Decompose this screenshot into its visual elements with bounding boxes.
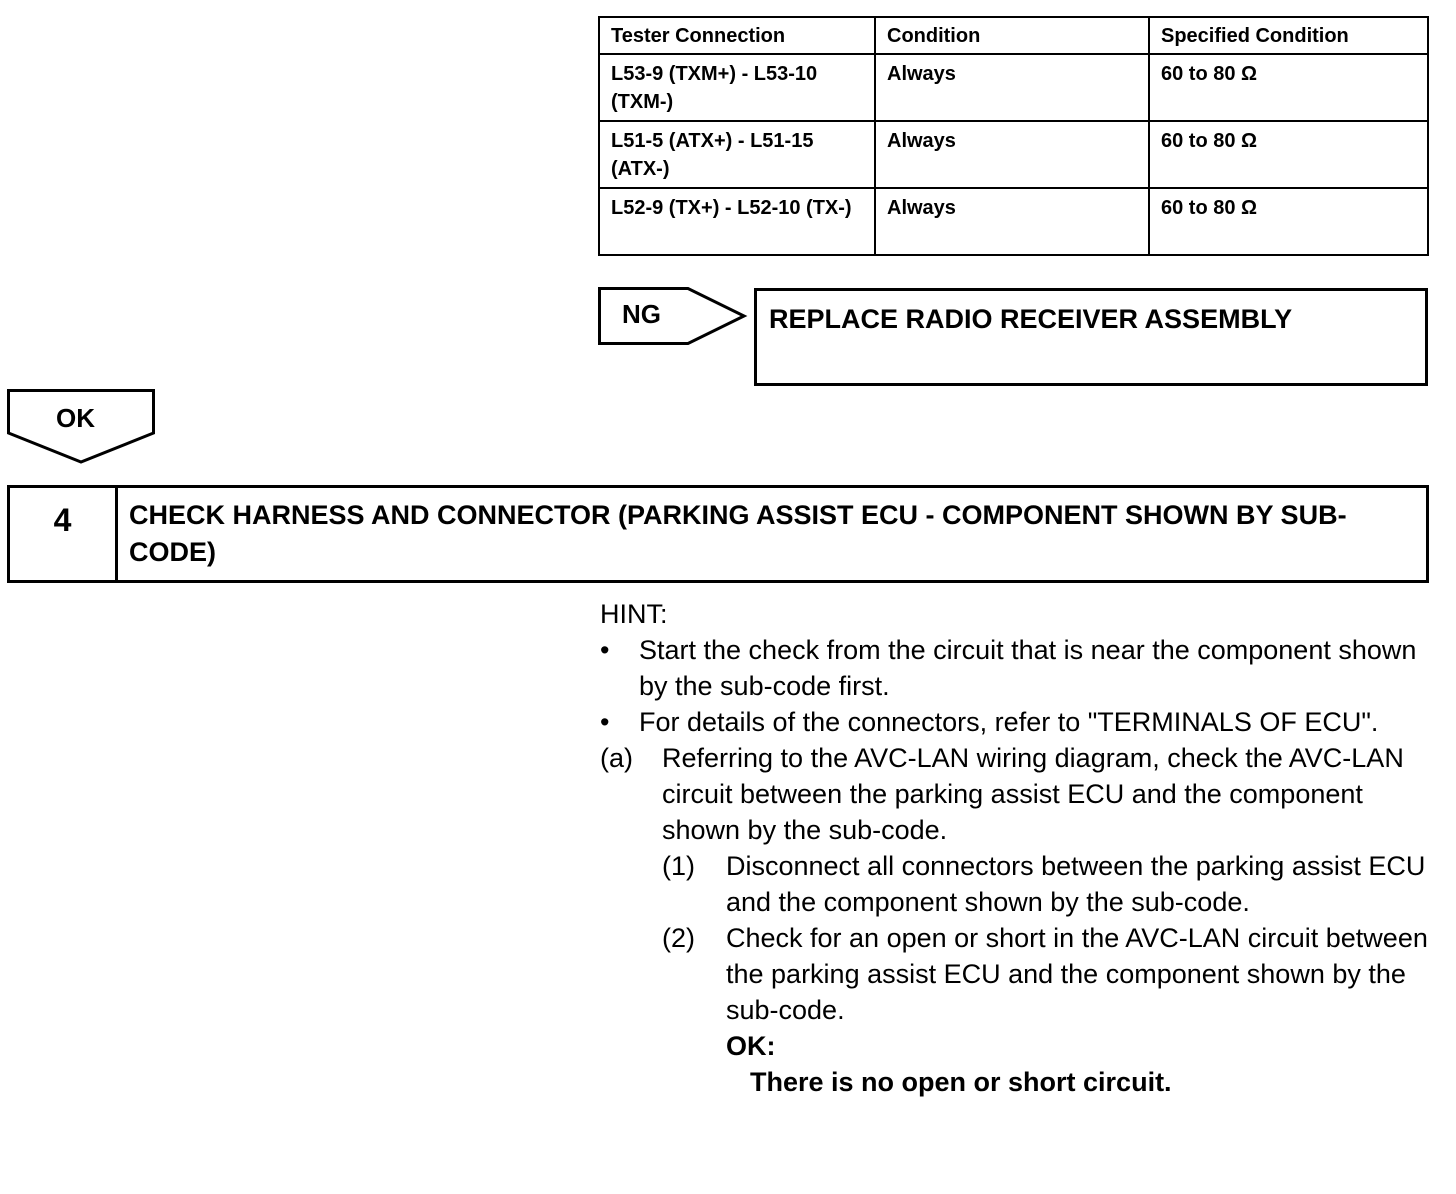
cell-condition: Always bbox=[875, 188, 1149, 255]
cell-condition: Always bbox=[875, 54, 1149, 121]
table-row bbox=[599, 188, 1428, 255]
table-row bbox=[599, 54, 1428, 121]
ok-criteria-text: There is no open or short circuit. bbox=[750, 1067, 1172, 1097]
hint-label: HINT: bbox=[600, 599, 668, 629]
procedure-sub-text: Disconnect all connectors between the parking assist ECU and the component shown by the sub-code. bbox=[726, 851, 1426, 917]
header-condition: Condition bbox=[875, 17, 1149, 54]
tester-table bbox=[598, 16, 1429, 256]
procedure-sub-marker: (1) bbox=[662, 851, 695, 881]
cell-specified: 60 to 80 Ω bbox=[1149, 54, 1428, 121]
cell-specified: 60 to 80 Ω bbox=[1149, 121, 1428, 188]
procedure-item-a bbox=[600, 740, 1430, 1100]
hint-bullet-text: For details of the connectors, refer to "TERMINALS OF ECU". bbox=[639, 707, 1379, 737]
cell-connection: L52-9 (TX+) - L52-10 (TX-) bbox=[599, 188, 875, 255]
procedure-sub-marker: (2) bbox=[662, 923, 695, 953]
hint-bullet bbox=[600, 632, 1430, 704]
step-header bbox=[7, 485, 1429, 583]
bullet-dot-icon: • bbox=[600, 707, 610, 737]
ok-label: OK bbox=[56, 403, 95, 433]
cell-condition: Always bbox=[875, 121, 1149, 188]
header-specified-condition: Specified Condition bbox=[1149, 17, 1428, 54]
cell-specified: 60 to 80 Ω bbox=[1149, 188, 1428, 255]
hint-bullet bbox=[600, 704, 1430, 740]
table-row bbox=[599, 121, 1428, 188]
procedure-sub-text: Check for an open or short in the AVC-LAN circuit between the parking assist ECU and the component shown by the sub-code. bbox=[726, 923, 1428, 1025]
procedure-sub-item bbox=[662, 848, 1430, 920]
table-header-row bbox=[599, 17, 1428, 54]
procedure-sub-item bbox=[662, 920, 1430, 1100]
procedure-text: Referring to the AVC-LAN wiring diagram, check the AVC-LAN circuit between the parking assist ECU and the component shown by the sub-code. bbox=[662, 743, 1404, 845]
ng-arrow-icon bbox=[598, 287, 750, 345]
procedure-marker: (a) bbox=[600, 743, 633, 773]
step-number: 4 bbox=[10, 488, 118, 580]
ng-label: NG bbox=[622, 299, 661, 329]
cell-connection: L51-5 (ATX+) - L51-15 (ATX-) bbox=[599, 121, 875, 188]
hint-bullet-text: Start the check from the circuit that is near the component shown by the sub-code first. bbox=[639, 635, 1417, 701]
step-title: CHECK HARNESS AND CONNECTOR (PARKING ASSIST ECU - COMPONENT SHOWN BY SUB-CODE) bbox=[129, 500, 1347, 567]
cell-connection: L53-9 (TXM+) - L53-10 (TXM-) bbox=[599, 54, 875, 121]
bullet-dot-icon: • bbox=[600, 635, 610, 665]
header-tester-connection: Tester Connection bbox=[599, 17, 875, 54]
step-body bbox=[600, 596, 1430, 1100]
ng-result-text: REPLACE RADIO RECEIVER ASSEMBLY bbox=[769, 304, 1293, 334]
ng-result-box bbox=[754, 288, 1428, 386]
ok-criteria-label: OK: bbox=[726, 1031, 776, 1061]
